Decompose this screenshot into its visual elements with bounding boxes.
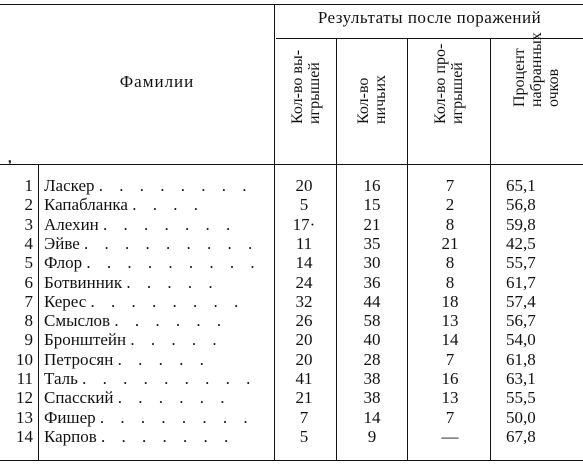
header-bottom-rule	[0, 164, 583, 165]
draws-cell: 58	[363, 311, 381, 331]
dot-leader: . . . . .	[117, 349, 210, 369]
wins-cell: 5	[299, 426, 309, 446]
dot-leader: . . . . . . . .	[98, 176, 253, 195]
percent-cell: 67,8	[506, 426, 536, 446]
wins-cell: 20	[295, 330, 313, 350]
surname-cell	[44, 176, 274, 195]
wins-cell: 21	[295, 388, 313, 408]
losses-cell: —	[441, 426, 459, 446]
losses-cell: 18	[441, 291, 459, 311]
row-number: 5	[24, 253, 33, 273]
surname-text: Ласкер	[44, 176, 95, 195]
dot-leader: . . . . . . . . .	[82, 369, 257, 388]
surname-cell	[44, 195, 274, 214]
draws-cell: 21	[363, 214, 381, 234]
surname-cell	[44, 215, 274, 234]
surname-cell	[44, 311, 274, 330]
row-number: 7	[24, 291, 33, 311]
percent-cell: 61,8	[506, 349, 536, 369]
percent-cell: 42,5	[506, 233, 536, 253]
percent-header-line-1: Процент	[511, 48, 528, 107]
draws-header-line-1: Кол-во	[355, 77, 372, 124]
table-row	[0, 215, 583, 234]
draws-column-header	[337, 40, 407, 162]
surname-text: Капабланка	[44, 195, 128, 215]
table-row	[0, 427, 583, 446]
surname-text: Фишер	[44, 407, 96, 427]
dot-leader: . . . . .	[130, 330, 223, 350]
percent-cell: 56,7	[506, 311, 536, 331]
dot-leader: . . . .	[132, 195, 204, 215]
surname-text: Бронштейн	[44, 330, 127, 350]
draws-cell: 16	[363, 176, 381, 195]
losses-header-line-2: игрышей	[449, 62, 466, 124]
draws-cell: 30	[363, 253, 381, 273]
losses-cell: 2	[445, 195, 455, 215]
table-row	[0, 273, 583, 292]
dot-leader: . . . . . . . .	[90, 291, 245, 311]
dot-leader: . . . . . . .	[101, 426, 235, 446]
surname-column-header: Фамилии	[119, 72, 195, 91]
row-number: 1	[24, 176, 33, 195]
row-number: 3	[24, 214, 33, 234]
surname-text: Карпов	[44, 426, 97, 446]
wins-cell: 11	[295, 233, 313, 253]
losses-cell: 21	[441, 233, 459, 253]
losses-cell: 7	[445, 407, 455, 427]
draws-cell: 36	[363, 272, 381, 292]
percent-cell: 63,1	[506, 369, 536, 388]
percent-cell: 59,8	[506, 214, 536, 234]
percent-cell: 55,5	[506, 388, 536, 408]
losses-cell: 8	[445, 253, 455, 273]
draws-cell: 35	[363, 233, 381, 253]
losses-cell: 7	[445, 349, 455, 369]
percent-cell: 54,0	[506, 330, 536, 350]
surname-text: Петросян	[44, 349, 114, 369]
surname-text: Смыслов	[44, 311, 111, 331]
table-row	[0, 330, 583, 349]
row-number: 11	[16, 369, 33, 388]
losses-cell: 16	[441, 369, 459, 388]
dot-leader: . . . . . . . . .	[86, 253, 261, 273]
table-row	[0, 311, 583, 330]
percent-cell: 61,7	[506, 272, 536, 292]
surname-cell	[44, 292, 274, 311]
surname-text: Спасский	[44, 388, 114, 408]
losses-column-header	[408, 40, 490, 162]
wins-header-line-1: Кол-во вы-	[289, 49, 306, 124]
table-row	[0, 253, 583, 272]
table-bottom-rule	[0, 460, 583, 461]
surname-text: Керес	[44, 291, 87, 311]
table-top-rule	[0, 4, 583, 5]
percent-cell: 65,1	[506, 176, 536, 195]
surname-text: Эйве	[44, 233, 80, 253]
table-row	[0, 176, 583, 195]
surname-cell	[44, 253, 274, 272]
draws-cell: 38	[363, 369, 381, 388]
draws-header-line-2: ничьих	[372, 74, 389, 124]
wins-column-header	[276, 40, 336, 162]
wins-header-line-2: игрышей	[306, 62, 323, 124]
surname-cell	[44, 408, 274, 427]
wins-cell: 14	[295, 253, 313, 273]
surname-cell	[44, 388, 274, 407]
surname-text: Ботвинник	[44, 272, 123, 292]
surname-cell	[44, 330, 274, 349]
draws-cell: 14	[363, 407, 381, 427]
wins-cell: 7	[299, 407, 309, 427]
draws-cell: 9	[367, 426, 377, 446]
dot-leader: . . . . . .	[114, 311, 228, 331]
table-row	[0, 350, 583, 369]
percent-cell: 55,7	[506, 253, 536, 273]
percent-cell: 56,8	[506, 195, 536, 215]
draws-cell: 44	[363, 291, 381, 311]
header-mark: ❜	[8, 158, 12, 172]
losses-cell: 13	[441, 388, 459, 408]
row-number: 10	[16, 349, 33, 369]
table-row	[0, 292, 583, 311]
losses-header-line-1: Кол-во про-	[432, 43, 449, 124]
surname-text: Флор	[44, 253, 83, 273]
percent-header-line-3: очков	[545, 68, 562, 107]
dot-leader: . . . . . .	[117, 388, 231, 408]
row-number: 9	[24, 330, 33, 350]
surname-cell	[44, 234, 274, 253]
percent-cell: 57,4	[506, 291, 536, 311]
wins-cell: 5	[299, 195, 309, 215]
surname-cell	[44, 369, 274, 388]
surname-text: Таль	[44, 369, 78, 388]
dot-leader: . . . . . . .	[103, 214, 237, 234]
row-number: 8	[24, 311, 33, 331]
draws-cell: 28	[363, 349, 381, 369]
wins-cell: 41	[295, 369, 313, 388]
surname-cell	[44, 427, 274, 446]
percent-column-header	[491, 32, 583, 162]
losses-cell: 7	[445, 176, 455, 195]
table-row	[0, 234, 583, 253]
table-row	[0, 195, 583, 214]
losses-cell: 13	[441, 311, 459, 331]
wins-cell: 20	[295, 176, 313, 195]
draws-cell: 40	[363, 330, 381, 350]
dot-leader: . . . . . . . .	[99, 407, 254, 427]
dot-leader: . . . . .	[126, 272, 219, 292]
percent-cell: 50,0	[506, 407, 536, 427]
row-number: 13	[16, 407, 33, 427]
losses-cell: 8	[445, 272, 455, 292]
wins-cell: 24	[295, 272, 313, 292]
wins-cell: 32	[295, 291, 313, 311]
surname-cell	[44, 273, 274, 292]
draws-cell: 15	[363, 195, 381, 215]
row-number: 4	[24, 233, 33, 253]
dot-leader: . . . . . . . . .	[84, 233, 259, 253]
draws-cell: 38	[363, 388, 381, 408]
row-number: 12	[16, 388, 33, 408]
wins-cell: 20	[295, 349, 313, 369]
table-row	[0, 408, 583, 427]
losses-cell: 8	[445, 214, 455, 234]
results-group-header: Результаты после поражений	[317, 8, 542, 27]
surname-text: Алехин	[44, 214, 99, 234]
wins-cell: 26	[295, 311, 313, 331]
row-number: 6	[24, 272, 33, 292]
row-number: 14	[16, 426, 33, 446]
table-row	[0, 388, 583, 407]
row-number: 2	[24, 195, 33, 215]
surname-cell	[44, 350, 274, 369]
table-row	[0, 369, 583, 388]
wins-cell: 17·	[292, 214, 316, 234]
losses-cell: 14	[441, 330, 459, 350]
percent-header-line-2: набранных	[528, 32, 545, 107]
